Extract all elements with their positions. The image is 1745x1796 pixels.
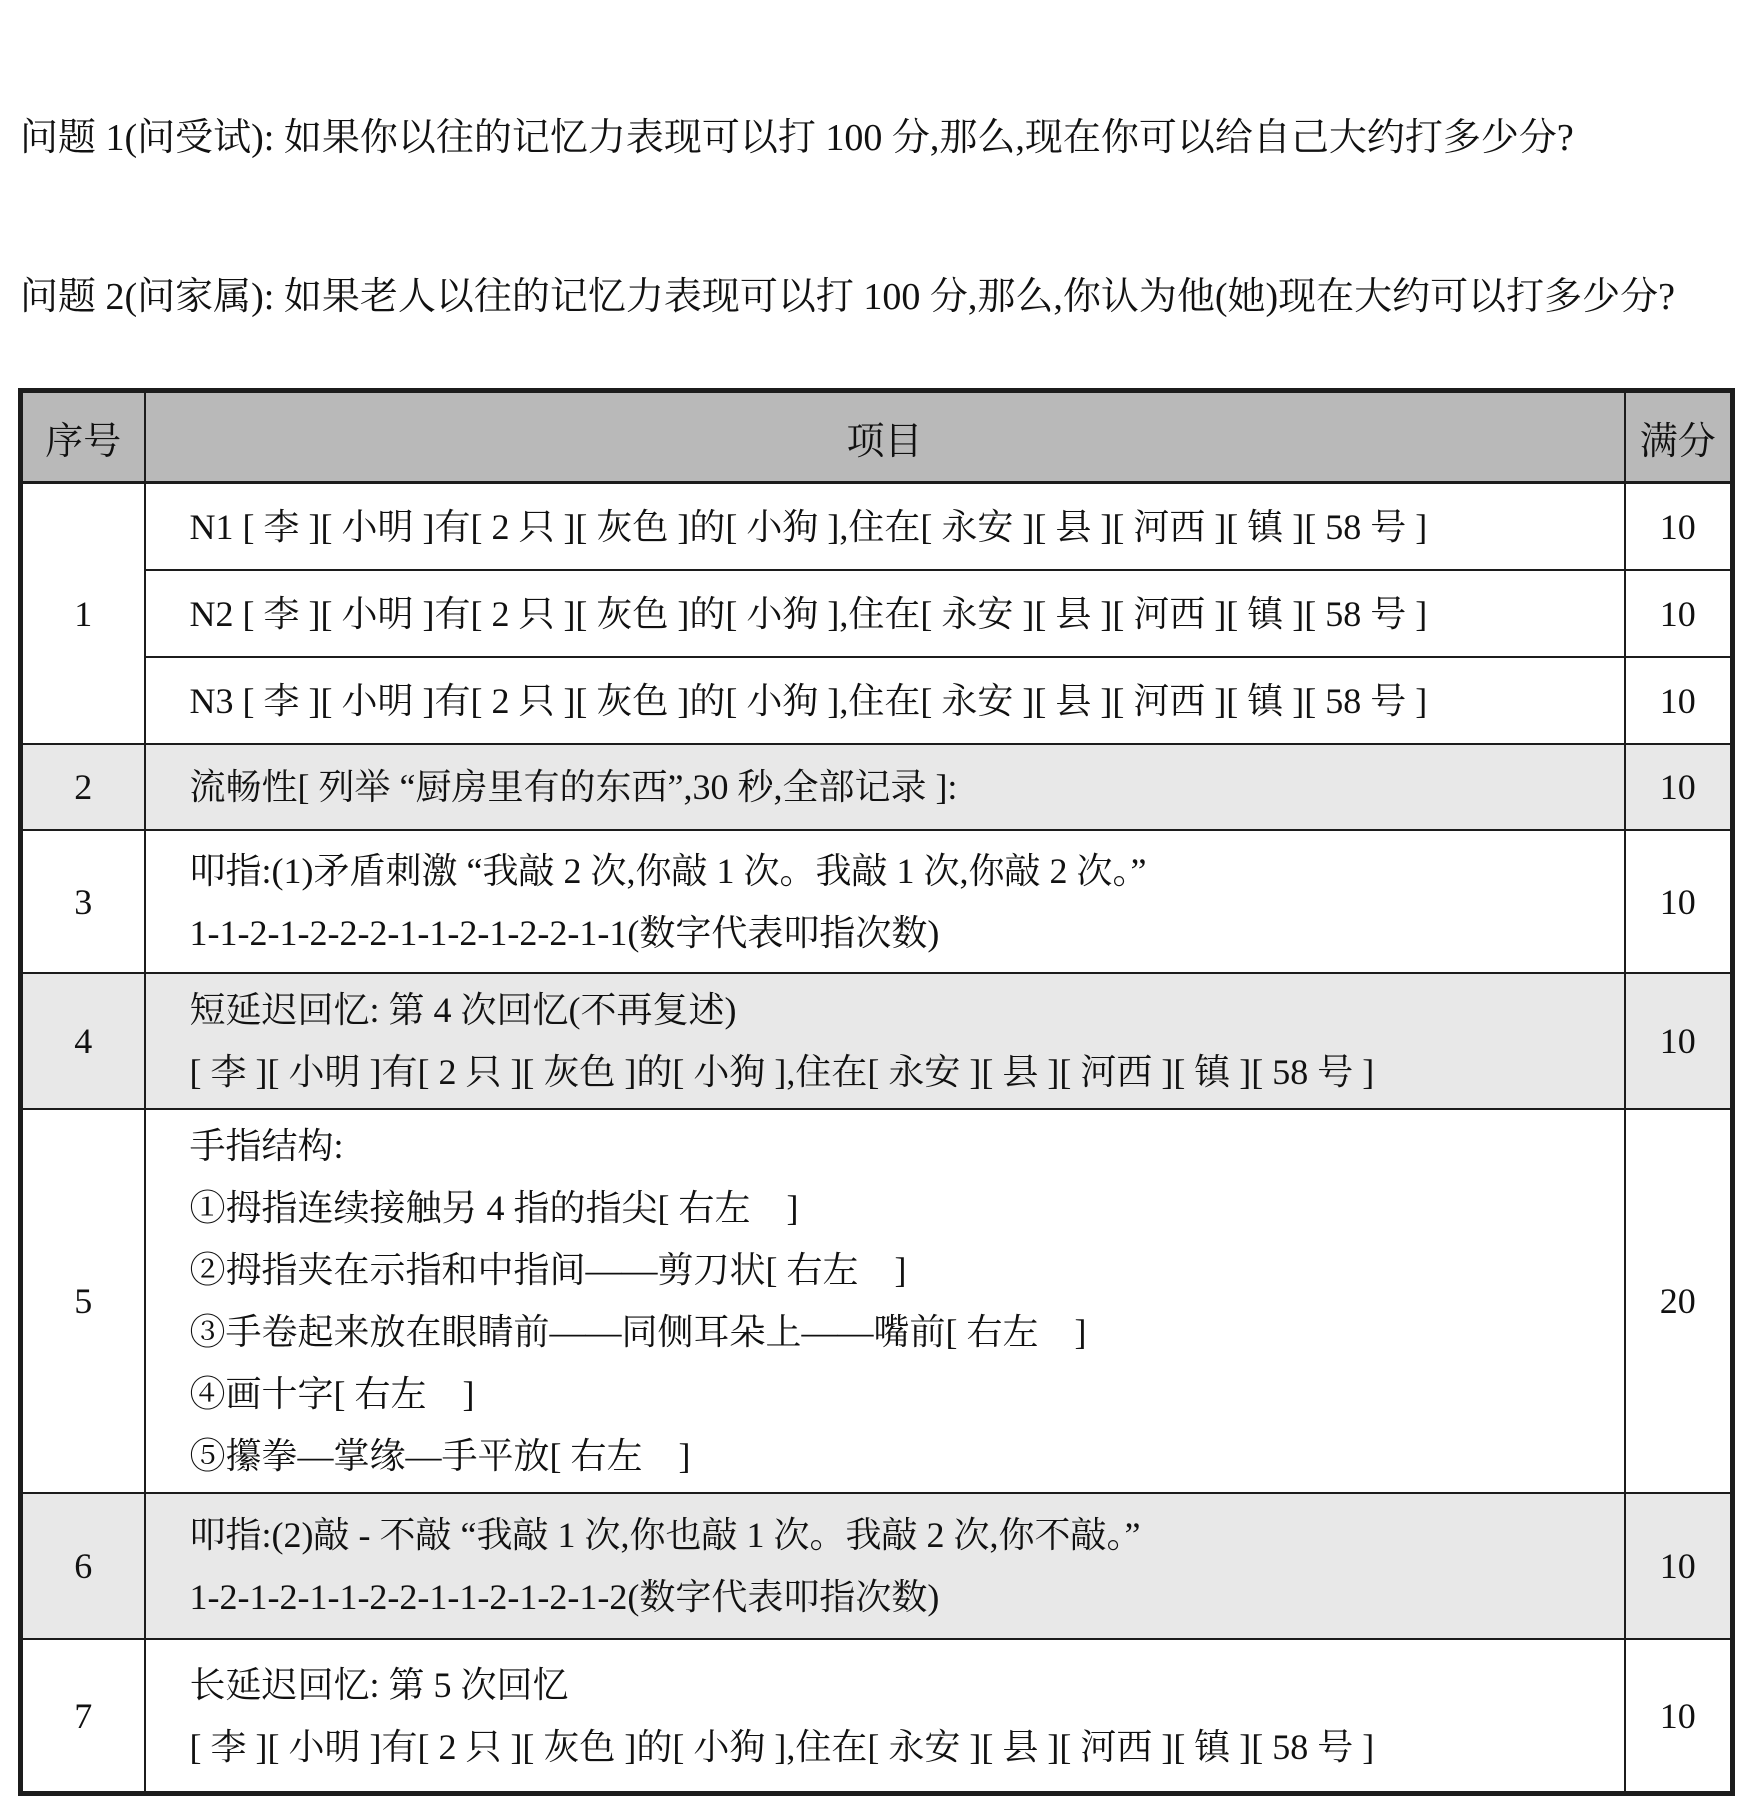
header-cell-score: 满分 [1625, 391, 1733, 483]
row6-score: 10 [1625, 1493, 1733, 1639]
row2-score: 10 [1625, 744, 1733, 830]
table-header-row [21, 391, 1733, 483]
row3-text-line1: 叩指:(1)矛盾刺激 “我敲 2 次,你敲 1 次。我敲 1 次,你敲 2 次。” [189, 850, 1147, 891]
row1-index: 1 [21, 483, 145, 745]
row5-score: 20 [1625, 1109, 1733, 1493]
row1-n1-score: 10 [1625, 483, 1733, 571]
row6-text-line2: 1-2-1-2-1-1-2-2-1-1-2-1-2-1-2(数字代表叩指次数) [189, 1577, 940, 1617]
row7-score: 10 [1625, 1639, 1733, 1794]
assessment-table [18, 388, 1735, 1796]
row5-text-line3: ②拇指夹在示指和中指间——剪刀状[ 右左 ] [189, 1250, 907, 1290]
table-row [21, 744, 1733, 830]
question-block [0, 0, 1745, 377]
row7-index: 7 [21, 1639, 145, 1794]
row1-n3-text: N3 [ 李 ][ 小明 ]有[ 2 只 ][ 灰色 ]的[ 小狗 ],住在[ 永安 ][ 县 ][ 河西 ][ 镇 ][ 58 号 ] [189, 680, 1428, 721]
row1-n2-score: 10 [1625, 570, 1733, 657]
row1-n2-text: N2 [ 李 ][ 小明 ]有[ 2 只 ][ 灰色 ]的[ 小狗 ],住在[ 永安 ][ 县 ][ 河西 ][ 镇 ][ 58 号 ] [189, 593, 1428, 634]
row4-text-line2: [ 李 ][ 小明 ]有[ 2 只 ][ 灰色 ]的[ 小狗 ],住在[ 永安 ][ 县 ][ 河西 ][ 镇 ][ 58 号 ] [189, 1052, 1375, 1092]
question-line-2: 问题 2(问家属): 如果老人以往的记忆力表现可以打 100 分,那么,你认为他(她)现在大约可以打多少分? [20, 276, 1676, 318]
table-row [21, 483, 1733, 571]
row3-score: 10 [1625, 830, 1733, 973]
table-row [21, 1109, 1733, 1493]
row5-text-line5: ④画十字[ 右左 ] [189, 1374, 475, 1414]
row4-index: 4 [21, 973, 145, 1109]
row5-text-line1: 手指结构: [189, 1126, 344, 1166]
row5-text-line6: ⑤攥拳—掌缘—手平放[ 右左 ] [189, 1436, 691, 1476]
row4-score: 10 [1625, 973, 1733, 1109]
table-row [21, 1493, 1733, 1639]
row5-text-line2: ①拇指连续接触另 4 指的指尖[ 右左 ] [189, 1188, 799, 1228]
table-row [21, 973, 1733, 1109]
row6-text-line1: 叩指:(2)敲 - 不敲 “我敲 1 次,你也敲 1 次。我敲 2 次,你不敲。” [189, 1515, 1141, 1555]
table-row [21, 1639, 1733, 1794]
question-line-1: 问题 1(问受试): 如果你以往的记忆力表现可以打 100 分,那么,现在你可以给自己大约打多少分? [20, 117, 1574, 159]
header-cell-index: 序号 [21, 391, 145, 483]
header-cell-item: 项目 [145, 391, 1625, 483]
row3-text-line2: 1-1-2-1-2-2-2-1-1-2-1-2-2-1-1(数字代表叩指次数) [189, 912, 940, 953]
row2-index: 2 [21, 744, 145, 830]
row5-text-line4: ③手卷起来放在眼睛前——同侧耳朵上——嘴前[ 右左 ] [189, 1312, 1087, 1352]
row1-n1-text: N1 [ 李 ][ 小明 ]有[ 2 只 ][ 灰色 ]的[ 小狗 ],住在[ 永安 ][ 县 ][ 河西 ][ 镇 ][ 58 号 ] [189, 506, 1428, 547]
row3-index: 3 [21, 830, 145, 973]
row6-index: 6 [21, 1493, 145, 1639]
row7-text-line2: [ 李 ][ 小明 ]有[ 2 只 ][ 灰色 ]的[ 小狗 ],住在[ 永安 ][ 县 ][ 河西 ][ 镇 ][ 58 号 ] [189, 1726, 1375, 1767]
row7-text-line1: 长延迟回忆: 第 5 次回忆 [189, 1664, 569, 1705]
table-row [21, 570, 1733, 657]
row2-text: 流畅性[ 列举 “厨房里有的东西”,30 秒,全部记录 ]: [189, 767, 958, 807]
row5-index: 5 [21, 1109, 145, 1493]
row1-n3-score: 10 [1625, 657, 1733, 744]
row4-text-line1: 短延迟回忆: 第 4 次回忆(不再复述) [189, 990, 737, 1030]
table-row [21, 657, 1733, 744]
table-row [21, 830, 1733, 973]
